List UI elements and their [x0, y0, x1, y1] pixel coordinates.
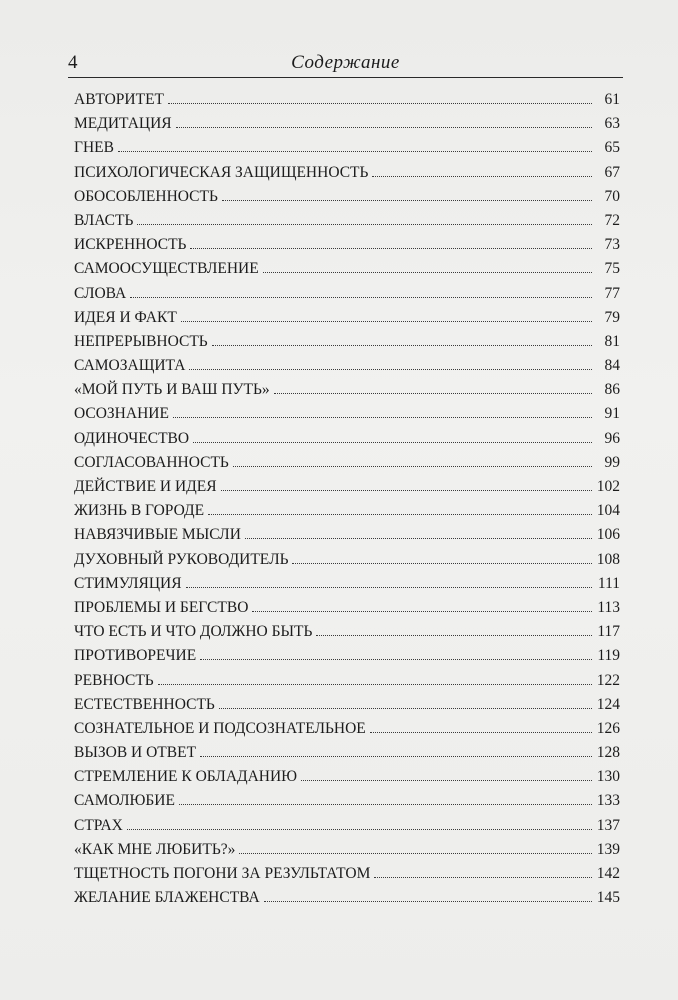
toc-entry-page: 99: [604, 453, 620, 471]
toc-entry: [74, 572, 620, 596]
toc-entry-title: ЖЕЛАНИЕ БЛАЖЕНСТВА: [74, 889, 260, 907]
toc-entry: [74, 354, 620, 378]
dot-leader: [118, 150, 592, 152]
dot-leader: [239, 852, 592, 854]
dot-leader: [245, 537, 592, 539]
toc-entry: [74, 185, 620, 209]
toc-entry-title: ТЩЕТНОСТЬ ПОГОНИ ЗА РЕЗУЛЬТАТОМ: [74, 865, 371, 882]
toc-entry-title: ВЛАСТЬ: [74, 211, 134, 229]
toc-entry-title: ОБОСОБЛЕННОСТЬ: [74, 187, 218, 205]
toc-entry-page: 130: [596, 768, 620, 786]
toc-entry: [74, 765, 620, 789]
toc-entry-page: 126: [596, 719, 620, 737]
toc-entry: [74, 523, 620, 547]
toc-entry: [74, 306, 620, 330]
dot-leader: [372, 175, 592, 177]
dot-leader: [212, 344, 592, 346]
toc-entry-title: ГНЕВ: [74, 139, 114, 157]
toc-entry: [74, 475, 620, 499]
dot-leader: [193, 441, 592, 443]
dot-leader: [179, 803, 592, 805]
table-of-contents: [74, 88, 620, 910]
toc-entry-page: 108: [596, 550, 620, 568]
toc-entry-title: СЛОВА: [74, 284, 127, 302]
toc-entry: [74, 620, 620, 644]
toc-entry-page: 124: [596, 695, 620, 713]
toc-entry-page: 122: [596, 671, 620, 689]
toc-entry-title: ИДЕЯ И ФАКТ: [74, 308, 177, 326]
dot-leader: [190, 247, 592, 249]
dot-leader: [130, 296, 592, 298]
dot-leader: [127, 828, 592, 830]
toc-entry: [74, 257, 620, 281]
dot-leader: [189, 368, 592, 370]
toc-entry-page: 117: [597, 623, 620, 641]
toc-entry-page: 113: [597, 598, 620, 616]
toc-entry-title: АВТОРИТЕТ: [74, 91, 165, 108]
toc-entry-title: ЕСТЕСТВЕННОСТЬ: [74, 695, 215, 713]
toc-entry-title: СТИМУЛЯЦИЯ: [74, 574, 182, 592]
toc-entry-title: САМОЛЮБИЕ: [74, 792, 175, 810]
dot-leader: [158, 683, 592, 685]
toc-entry: [74, 789, 620, 813]
toc-entry-page: 77: [604, 284, 620, 302]
toc-entry: [74, 644, 620, 668]
toc-entry-title: МЕДИТАЦИЯ: [74, 115, 172, 133]
dot-leader: [263, 271, 592, 273]
toc-entry: [74, 209, 620, 233]
toc-entry-title: СТРЕМЛЕНИЕ К ОБЛАДАНИЮ: [74, 768, 298, 786]
dot-leader: [181, 320, 592, 322]
toc-entry: [74, 136, 620, 160]
toc-entry-page: 84: [604, 357, 620, 375]
page-number: 4: [68, 52, 78, 73]
toc-entry: [74, 161, 620, 185]
toc-entry-title: ДЕЙСТВИЕ И ИДЕЯ: [74, 478, 217, 495]
toc-entry: [74, 233, 620, 257]
dot-leader: [222, 199, 592, 201]
toc-entry-page: 142: [596, 865, 620, 882]
toc-entry-title: ВЫЗОВ И ОТВЕТ: [74, 744, 197, 762]
toc-entry-page: 145: [596, 889, 620, 907]
toc-entry-page: 81: [604, 332, 620, 350]
toc-entry-page: 111: [597, 574, 620, 592]
toc-entry: [74, 548, 620, 572]
toc-entry: [74, 814, 620, 838]
toc-entry-title: РЕВНОСТЬ: [74, 671, 154, 689]
toc-entry-title: НЕПРЕРЫВНОСТЬ: [74, 332, 208, 350]
toc-entry-title: «МОЙ ПУТЬ И ВАШ ПУТЬ»: [74, 381, 270, 399]
running-title: Содержание: [291, 52, 400, 73]
toc-entry-page: 67: [604, 163, 620, 181]
toc-entry-page: 61: [604, 91, 620, 108]
toc-entry: [74, 669, 620, 693]
toc-entry: [74, 451, 620, 475]
toc-entry-page: 72: [604, 211, 620, 229]
toc-entry-page: 75: [604, 260, 620, 278]
toc-entry: [74, 402, 620, 426]
toc-entry-title: ОДИНОЧЕСТВО: [74, 429, 190, 447]
toc-entry-page: 70: [604, 187, 620, 205]
dot-leader: [292, 562, 592, 564]
dot-leader: [219, 707, 592, 709]
dot-leader: [264, 900, 592, 902]
dot-leader: [374, 876, 592, 878]
toc-entry: [74, 330, 620, 354]
toc-entry-title: ЧТО ЕСТЬ И ЧТО ДОЛЖНО БЫТЬ: [74, 623, 313, 641]
toc-entry-page: 102: [596, 478, 620, 495]
toc-entry-title: «КАК МНЕ ЛЮБИТЬ?»: [74, 840, 236, 858]
toc-entry: [74, 499, 620, 523]
toc-entry: [74, 862, 620, 886]
toc-entry-page: 119: [597, 647, 620, 665]
toc-entry-page: 104: [596, 502, 620, 520]
toc-entry-page: 86: [604, 381, 620, 399]
dot-leader: [168, 102, 592, 104]
toc-entry: [74, 427, 620, 451]
toc-entry-title: СТРАХ: [74, 816, 123, 834]
dot-leader: [186, 586, 592, 588]
dot-leader: [137, 223, 592, 225]
dot-leader: [316, 634, 592, 636]
toc-entry-title: СОЗНАТЕЛЬНОЕ И ПОДСОЗНАТЕЛЬНОЕ: [74, 719, 366, 737]
dot-leader: [233, 465, 592, 467]
dot-leader: [301, 779, 592, 781]
toc-entry: [74, 112, 620, 136]
toc-entry-title: ОСОЗНАНИЕ: [74, 405, 169, 423]
toc-entry: [74, 741, 620, 765]
toc-entry-page: 106: [596, 526, 620, 544]
dot-leader: [370, 731, 592, 733]
toc-entry: [74, 88, 620, 112]
dot-leader: [221, 489, 592, 491]
toc-entry-page: 79: [604, 308, 620, 326]
dot-leader: [208, 513, 592, 515]
toc-entry-page: 137: [596, 816, 620, 834]
dot-leader: [200, 658, 592, 660]
toc-entry-page: 91: [604, 405, 620, 423]
toc-entry: [74, 282, 620, 306]
toc-entry-title: САМООСУЩЕСТВЛЕНИЕ: [74, 260, 259, 278]
toc-entry: [74, 717, 620, 741]
dot-leader: [173, 416, 592, 418]
toc-entry-page: 63: [604, 115, 620, 133]
toc-entry-page: 128: [596, 744, 620, 762]
toc-entry: [74, 596, 620, 620]
toc-entry-title: ПРОТИВОРЕЧИЕ: [74, 647, 197, 665]
toc-entry-title: НАВЯЗЧИВЫЕ МЫСЛИ: [74, 526, 241, 544]
toc-entry: [74, 886, 620, 910]
toc-entry-page: 65: [604, 139, 620, 157]
toc-entry-page: 73: [604, 236, 620, 254]
dot-leader: [200, 755, 592, 757]
toc-entry: [74, 693, 620, 717]
page-header: [68, 50, 623, 80]
dot-leader: [274, 392, 592, 394]
toc-entry-title: ПСИХОЛОГИЧЕСКАЯ ЗАЩИЩЕННОСТЬ: [74, 163, 369, 181]
toc-entry-title: ИСКРЕННОСТЬ: [74, 236, 187, 254]
toc-entry-title: СОГЛАСОВАННОСТЬ: [74, 453, 229, 471]
toc-entry-page: 96: [604, 429, 620, 447]
toc-entry-page: 139: [596, 840, 620, 858]
dot-leader: [176, 126, 592, 128]
toc-entry-title: ЖИЗНЬ В ГОРОДЕ: [74, 502, 205, 520]
header-rule: [68, 77, 623, 78]
toc-entry-title: САМОЗАЩИТА: [74, 357, 186, 375]
toc-entry-page: 133: [596, 792, 620, 810]
toc-entry: [74, 378, 620, 402]
toc-entry: [74, 838, 620, 862]
toc-entry-title: ДУХОВНЫЙ РУКОВОДИТЕЛЬ: [74, 550, 289, 568]
dot-leader: [252, 610, 592, 612]
toc-entry-title: ПРОБЛЕМЫ И БЕГСТВО: [74, 598, 249, 616]
